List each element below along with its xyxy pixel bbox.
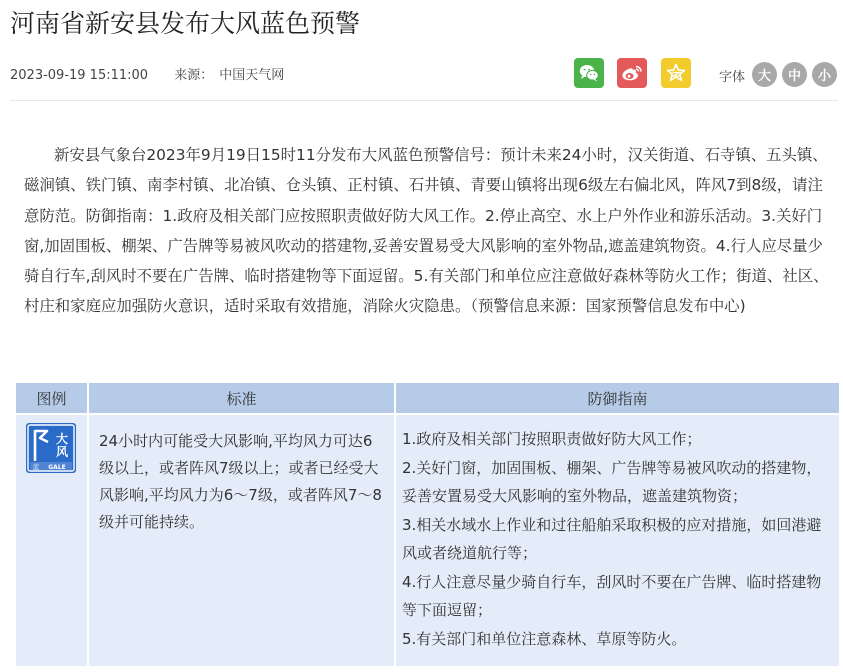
gale-blue-warning-icon — [26, 423, 76, 473]
qzone-share-button[interactable] — [661, 58, 691, 88]
publish-date: 2023-09-19 15:11:00 — [10, 68, 149, 83]
source-label: 来源： — [174, 68, 214, 83]
icon-char-feng: 风 — [55, 445, 69, 459]
header-legend: 图例 — [15, 382, 88, 414]
article-meta — [10, 64, 306, 83]
font-medium-button[interactable]: 中 — [782, 62, 807, 87]
source-name[interactable]: 中国天气网 — [219, 68, 285, 83]
defense-item-5: 5.有关部门和单位注意森林、草原等防火。 — [402, 629, 687, 648]
icon-char-lan: 蓝 — [32, 463, 40, 471]
weibo-icon — [621, 64, 643, 82]
legend-cell — [15, 414, 88, 667]
font-small-button[interactable]: 小 — [812, 62, 837, 87]
defense-item-3: 3.相关水域水上作业和过往船舶采取积极的应对措施，如回港避风或者绕道航行等； — [402, 515, 822, 562]
table-header-row — [15, 382, 840, 414]
defense-item-2: 2.关好门窗，加固围板、棚架、广告牌等易被风吹动的搭建物，妥善安置易受大风影响的室外物品，遮盖建筑物资； — [402, 458, 822, 505]
table-row — [15, 414, 840, 667]
defense-cell — [395, 414, 840, 667]
qzone-icon — [666, 63, 686, 83]
weibo-share-button[interactable] — [617, 58, 647, 88]
header-divider — [10, 100, 838, 101]
font-size-label: 字体 — [719, 70, 746, 85]
icon-gale-text: GALE — [48, 464, 66, 471]
warning-guide-table — [14, 381, 841, 668]
article-title: 河南省新安县发布大风蓝色预警 — [10, 9, 361, 38]
icon-char-da: 大 — [55, 432, 69, 446]
defense-item-4: 4.行人注意尽量少骑自行车，刮风时不要在广告牌、临时搭建物等下面逗留； — [402, 572, 822, 619]
wechat-share-button[interactable] — [574, 58, 604, 88]
defense-item-1: 1.政府及相关部门按照职责做好防大风工作； — [402, 430, 702, 448]
standard-cell: 24小时内可能受大风影响,平均风力可达6级以上，或者阵风7级以上；或者已经受大风影响,平均风力为6～7级，或者阵风7～8级并可能持续。 — [88, 414, 395, 667]
header-standard: 标准 — [88, 382, 395, 414]
font-large-button[interactable]: 大 — [752, 62, 777, 87]
wechat-icon — [579, 64, 599, 82]
header-defense: 防御指南 — [395, 382, 840, 414]
article-body: 新安县气象台2023年9月19日15时11分发布大风蓝色预警信号：预计未来24小时，汉关街道、石寺镇、五头镇、磁涧镇、铁门镇、南李村镇、北冶镇、仓头镇、正村镇、石井镇、青要山镇将出现6级左右偏北风，阵风7到8级，请注意防范。防御指南：1.政府及相关部门应按照职责做好防大风工作。2.停止高空、水上户外作业和游乐活动。3.关好门窗,加固围板、棚架、广告牌等易被风吹动的搭建物,妥善安置易受大风影响的室外物品,遮盖建筑物资。4.行人应尽量少骑自行车,刮风时不要在广告牌、临时搭建物等下面逗留。5.有关部门和单位应注意做好森林等防火工作；街道、社区、村庄和家庭应加强防火意识，适时采取有效措施，消除火灾隐患。（预警信息来源：国家预警信息发布中心) — [24, 146, 829, 316]
